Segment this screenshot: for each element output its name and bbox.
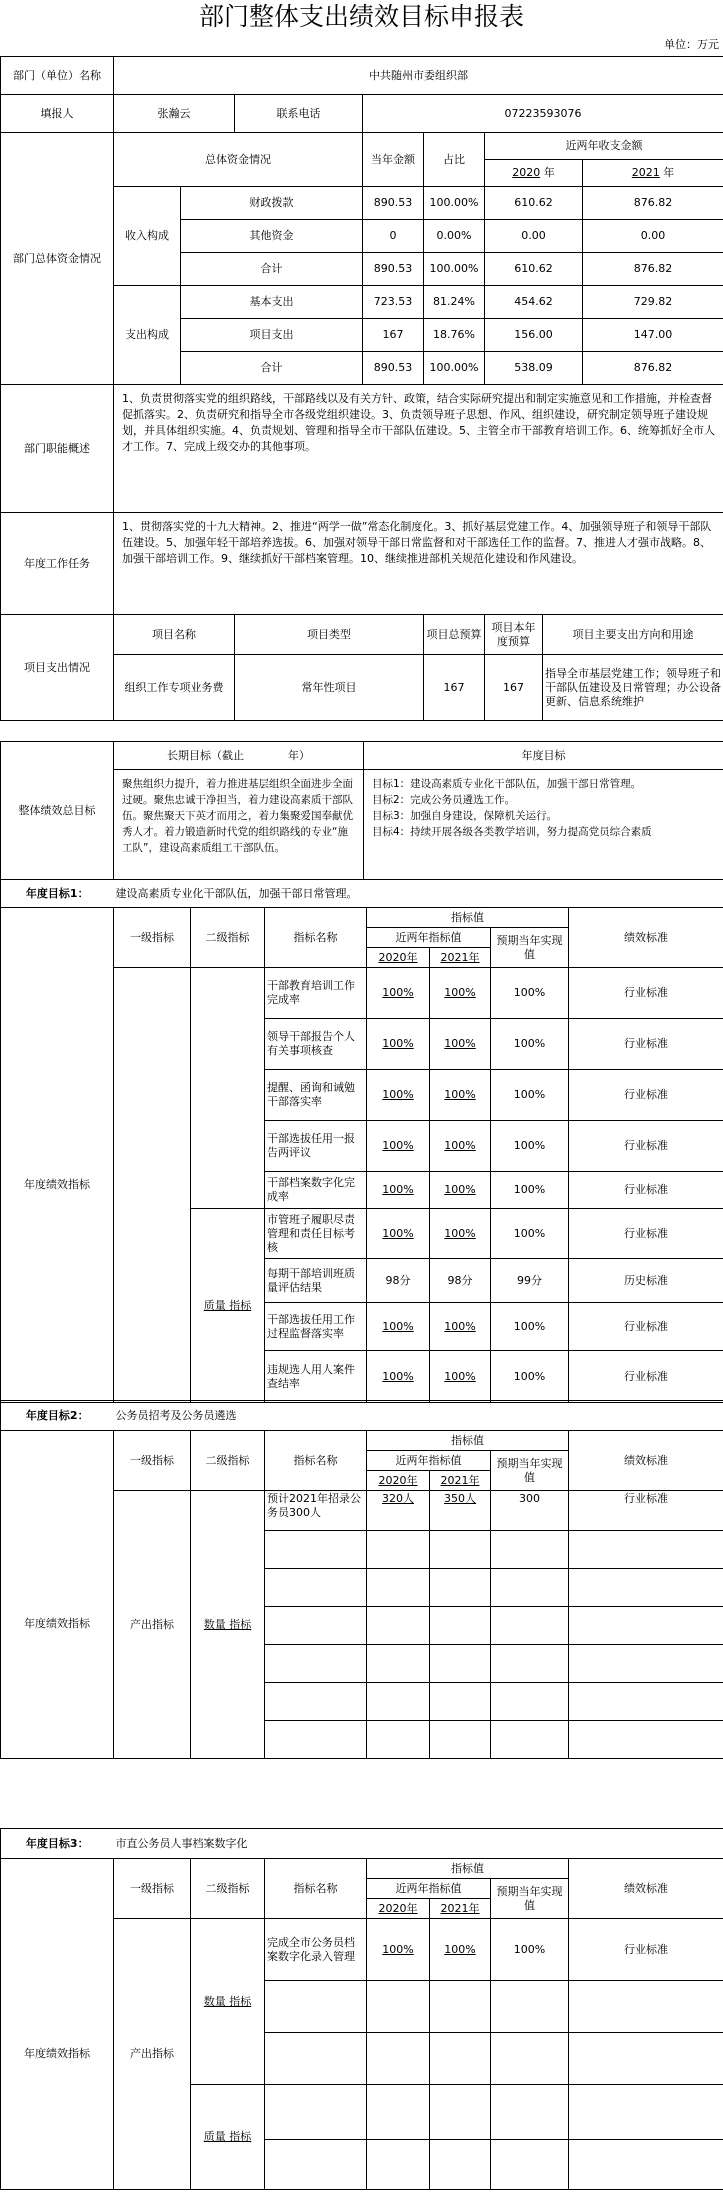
goal2-table bbox=[0, 1400, 723, 1759]
empty-cell bbox=[569, 2085, 723, 2140]
empty-cell bbox=[265, 1721, 367, 1759]
indicator-expected: 300 bbox=[491, 1491, 569, 1531]
empty-cell bbox=[430, 1981, 491, 2033]
indicator-y1: 100% bbox=[367, 1919, 430, 1981]
recent-values-header: 近两年指标值 bbox=[367, 1451, 491, 1471]
empty-cell bbox=[491, 1569, 569, 1607]
duties-label: 部门职能概述 bbox=[1, 385, 114, 513]
indicator-y2: 100% bbox=[430, 1209, 491, 1259]
indicator-value-header: 指标值 bbox=[367, 1859, 569, 1879]
second-indicator-quality: 质量 指标 bbox=[191, 2085, 265, 2190]
year2-col-header: 2021年 bbox=[430, 948, 491, 968]
indicator-standard: 行业标准 bbox=[569, 1919, 723, 1981]
year1-col-header: 2020年 bbox=[367, 1899, 430, 1919]
expense-row-name: 基本支出 bbox=[181, 286, 363, 319]
empty-cell bbox=[367, 1569, 430, 1607]
empty-cell bbox=[367, 1531, 430, 1569]
indicator-y1: 320人 bbox=[367, 1491, 430, 1531]
page-title: 部门整体支出绩效目标申报表 bbox=[198, 2, 524, 31]
indicator-name-header: 指标名称 bbox=[265, 908, 367, 968]
income-row-name: 其他资金 bbox=[181, 220, 363, 253]
project-type-header: 项目类型 bbox=[235, 615, 424, 655]
project-annual: 167 bbox=[485, 655, 543, 721]
recent-values-header: 近两年指标值 bbox=[367, 928, 491, 948]
standard-header: 绩效标准 bbox=[569, 908, 723, 968]
dept-value: 中共随州市委组织部 bbox=[114, 57, 723, 95]
goal2-text: 公务员招考及公务员遴选 bbox=[114, 1401, 723, 1431]
annual-goal-list bbox=[364, 770, 723, 880]
empty-cell bbox=[569, 1569, 723, 1607]
empty-cell bbox=[430, 2085, 491, 2140]
expense-row-amount: 723.53 bbox=[363, 286, 424, 319]
funds-total-header: 总体资金情况 bbox=[114, 133, 363, 187]
phone-label: 联系电话 bbox=[235, 95, 363, 133]
funds-section-label: 部门总体资金情况 bbox=[1, 133, 114, 385]
year1-header: 2020 年 bbox=[485, 160, 583, 187]
empty-cell bbox=[569, 1683, 723, 1721]
empty-cell bbox=[367, 2140, 430, 2190]
indicator-y1: 100% bbox=[367, 1351, 430, 1403]
income-row-amount: 890.53 bbox=[363, 253, 424, 286]
expected-header: 预期当年实现值 bbox=[491, 1451, 569, 1491]
indicator-name: 干部选拔任用工作过程监督落实率 bbox=[265, 1303, 367, 1351]
ratio-header: 占比 bbox=[424, 133, 485, 187]
expense-row-y1: 454.62 bbox=[485, 286, 583, 319]
empty-cell bbox=[491, 2033, 569, 2085]
empty-cell bbox=[367, 1683, 430, 1721]
empty-cell bbox=[265, 1981, 367, 2033]
annual-goal-header: 年度目标 bbox=[364, 742, 723, 770]
goal3-blank bbox=[1, 1859, 114, 1919]
empty-cell bbox=[491, 1607, 569, 1645]
indicator-expected: 100% bbox=[491, 1351, 569, 1403]
goal1-label: 年度目标1： bbox=[1, 880, 114, 908]
annual-indicator-label: 年度绩效指标 bbox=[1, 968, 114, 1403]
first-indicator-header: 一级指标 bbox=[114, 1859, 191, 1919]
first-indicator-output: 产出指标 bbox=[114, 1919, 191, 2190]
project-type: 常年性项目 bbox=[235, 655, 424, 721]
annual-goal-line: 目标3：加强自身建设，保障机关运行。 bbox=[372, 810, 558, 822]
dept-label: 部门（单位）名称 bbox=[1, 57, 114, 95]
annual-goal-line: 目标1：建设高素质专业化干部队伍，加强干部日常管理。 bbox=[372, 778, 642, 790]
empty-cell bbox=[265, 1607, 367, 1645]
indicator-y2: 100% bbox=[430, 1919, 491, 1981]
first-indicator-header: 一级指标 bbox=[114, 1431, 191, 1491]
income-label: 收入构成 bbox=[114, 187, 181, 286]
income-row-ratio: 100.00% bbox=[424, 253, 485, 286]
recent-values-header: 近两年指标值 bbox=[367, 1879, 491, 1899]
recent-header: 近两年收支金额 bbox=[485, 133, 723, 160]
indicator-y2: 100% bbox=[430, 1303, 491, 1351]
empty-cell bbox=[569, 2140, 723, 2190]
indicator-name-header: 指标名称 bbox=[265, 1859, 367, 1919]
income-row-y2: 0.00 bbox=[583, 220, 723, 253]
indicator-expected: 99分 bbox=[491, 1259, 569, 1303]
indicator-name: 预计2021年招录公务员300人 bbox=[265, 1491, 367, 1531]
empty-cell bbox=[491, 1683, 569, 1721]
empty-cell bbox=[491, 2085, 569, 2140]
first-indicator-cell bbox=[114, 968, 191, 1403]
expense-row-y2: 729.82 bbox=[583, 286, 723, 319]
goal1-blank bbox=[1, 908, 114, 968]
funds-table bbox=[0, 56, 723, 721]
standard-header: 绩效标准 bbox=[569, 1431, 723, 1491]
indicator-y1: 100% bbox=[367, 1303, 430, 1351]
filler-label: 填报人 bbox=[1, 95, 114, 133]
second-indicator-quality: 质量 指标 bbox=[191, 1209, 265, 1403]
empty-cell bbox=[265, 2085, 367, 2140]
annual-goal-line: 目标2：完成公务员遴选工作。 bbox=[372, 794, 516, 806]
indicator-y2: 100% bbox=[430, 1019, 491, 1070]
indicator-expected: 100% bbox=[491, 1303, 569, 1351]
indicator-y1: 100% bbox=[367, 1209, 430, 1259]
indicator-y2: 100% bbox=[430, 968, 491, 1019]
expense-row-y1: 538.09 bbox=[485, 352, 583, 385]
empty-cell bbox=[367, 1645, 430, 1683]
year2-header: 2021 年 bbox=[583, 160, 723, 187]
expense-row-amount: 167 bbox=[363, 319, 424, 352]
indicator-y2: 100% bbox=[430, 1351, 491, 1403]
second-indicator-header: 二级指标 bbox=[191, 1859, 265, 1919]
first-indicator-output: 产出指标 bbox=[114, 1491, 191, 1759]
second-indicator-header: 二级指标 bbox=[191, 1431, 265, 1491]
empty-cell bbox=[430, 1721, 491, 1759]
expense-row-y1: 156.00 bbox=[485, 319, 583, 352]
income-row-y1: 610.62 bbox=[485, 187, 583, 220]
overall-label: 整体绩效总目标 bbox=[1, 742, 114, 880]
indicator-standard: 行业标准 bbox=[569, 1491, 723, 1531]
goal1-table bbox=[0, 879, 723, 1403]
indicator-y1: 100% bbox=[367, 1121, 430, 1172]
standard-header: 绩效标准 bbox=[569, 1859, 723, 1919]
empty-cell bbox=[430, 1683, 491, 1721]
empty-cell bbox=[569, 1607, 723, 1645]
indicator-y1: 100% bbox=[367, 1172, 430, 1209]
overall-goal-table bbox=[0, 741, 723, 880]
empty-cell bbox=[265, 1569, 367, 1607]
empty-cell bbox=[430, 1645, 491, 1683]
indicator-y1: 98分 bbox=[367, 1259, 430, 1303]
first-indicator-header: 一级指标 bbox=[114, 908, 191, 968]
expected-header: 预期当年实现值 bbox=[491, 928, 569, 968]
second-indicator-quantity: 数量 指标 bbox=[191, 1919, 265, 2085]
indicator-y1: 100% bbox=[367, 1019, 430, 1070]
income-row-y1: 610.62 bbox=[485, 253, 583, 286]
empty-cell bbox=[265, 1683, 367, 1721]
income-row-y1: 0.00 bbox=[485, 220, 583, 253]
goal3-text: 市直公务员人事档案数字化 bbox=[114, 1829, 723, 1859]
expected-header: 预期当年实现值 bbox=[491, 1879, 569, 1919]
indicator-value-header: 指标值 bbox=[367, 908, 569, 928]
expense-row-y2: 876.82 bbox=[583, 352, 723, 385]
project-name: 组织工作专项业务费 bbox=[114, 655, 235, 721]
project-use: 指导全市基层党建工作；领导班子和干部队伍建设及日常管理；办公设备更新、信息系统维护 bbox=[543, 655, 723, 721]
income-row-ratio: 100.00% bbox=[424, 187, 485, 220]
indicator-standard: 行业标准 bbox=[569, 1351, 723, 1403]
project-use-header: 项目主要支出方向和用途 bbox=[543, 615, 723, 655]
indicator-y1: 100% bbox=[367, 1070, 430, 1121]
empty-cell bbox=[430, 2033, 491, 2085]
project-total: 167 bbox=[424, 655, 485, 721]
expense-row-name: 项目支出 bbox=[181, 319, 363, 352]
project-annual-header: 项目本年度预算 bbox=[485, 615, 543, 655]
indicator-expected: 100% bbox=[491, 968, 569, 1019]
goal1-text: 建设高素质专业化干部队伍，加强干部日常管理。 bbox=[114, 880, 723, 908]
expense-row-y2: 147.00 bbox=[583, 319, 723, 352]
indicator-expected: 100% bbox=[491, 1121, 569, 1172]
empty-cell bbox=[367, 1607, 430, 1645]
year1-col-header: 2020年 bbox=[367, 1471, 430, 1491]
empty-cell bbox=[265, 1645, 367, 1683]
empty-cell bbox=[430, 1569, 491, 1607]
empty-cell bbox=[491, 1645, 569, 1683]
indicator-expected: 100% bbox=[491, 1172, 569, 1209]
indicator-expected: 100% bbox=[491, 1019, 569, 1070]
empty-cell bbox=[430, 1607, 491, 1645]
year2-col-header: 2021年 bbox=[430, 1899, 491, 1919]
tasks-label: 年度工作任务 bbox=[1, 513, 114, 615]
annual-goal-line: 目标4：持续开展各级各类教学培训，努力提高党员综合素质 bbox=[372, 826, 652, 838]
income-row-y2: 876.82 bbox=[583, 253, 723, 286]
tasks-text: 1、贯彻落实党的十九大精神。2、推进“两学一做”常态化制度化。3、抓好基层党建工作。4、加强领导班子和领导干部队伍建设。5、加强年轻干部培养选拔。6、加强对领导干部日常监督和对干部选任工作的监督。7、推进人才强市战略。8、加强干部培训工作。9、继续抓好干部档案管理。10、继续推进部机关规范化建设和作风建设。 bbox=[114, 513, 723, 615]
income-row-y2: 876.82 bbox=[583, 187, 723, 220]
goal3-label: 年度目标3： bbox=[1, 1829, 114, 1859]
empty-cell bbox=[367, 1981, 430, 2033]
second-indicator-header: 二级指标 bbox=[191, 908, 265, 968]
project-total-header: 项目总预算 bbox=[424, 615, 485, 655]
indicator-standard: 行业标准 bbox=[569, 1070, 723, 1121]
empty-cell bbox=[569, 1721, 723, 1759]
indicator-name: 市管班子履职尽责管理和责任目标考核 bbox=[265, 1209, 367, 1259]
income-row-amount: 0 bbox=[363, 220, 424, 253]
indicator-name: 干部档案数字化完成率 bbox=[265, 1172, 367, 1209]
indicator-name-header: 指标名称 bbox=[265, 1431, 367, 1491]
indicator-expected: 100% bbox=[491, 1919, 569, 1981]
empty-cell bbox=[569, 1981, 723, 2033]
second-indicator-blank bbox=[191, 968, 265, 1209]
annual-indicator-label: 年度绩效指标 bbox=[1, 1919, 114, 2190]
indicator-y2: 100% bbox=[430, 1121, 491, 1172]
indicator-y2: 100% bbox=[430, 1070, 491, 1121]
empty-cell bbox=[491, 2140, 569, 2190]
indicator-name: 领导干部报告个人有关事项核查 bbox=[265, 1019, 367, 1070]
empty-cell bbox=[491, 1531, 569, 1569]
project-name-header: 项目名称 bbox=[114, 615, 235, 655]
duties-text: 1、负责贯彻落实党的组织路线，干部路线以及有关方针、政策，结合实际研究提出和制定实施意见和工作措施，并检查督促抓落实。2、负责研究和指导全市各级党组织建设。3、负责领导班子思想、作风、组织建设，研究制定领导班子建设规划，并具体组织实施。4、负责规划、管理和指导全市干部队伍建设。5、主管全市干部教育培训工作。6、统筹抓好全市人才工作。7、完成上级交办的其他事项。 bbox=[114, 385, 723, 513]
empty-cell bbox=[491, 1721, 569, 1759]
empty-cell bbox=[265, 1531, 367, 1569]
expense-row-name: 合计 bbox=[181, 352, 363, 385]
year1-col-header: 2020年 bbox=[367, 948, 430, 968]
unit-label: 单位：万元 bbox=[664, 38, 719, 51]
long-term-text: 聚焦组织力提升，着力推进基层组织全面进步全面过硬。聚焦忠诚干净担当，着力建设高素质干部队伍。聚焦聚天下英才而用之，着力集聚爱国奉献优秀人才。着力锻造新时代党的组织路线的专业“施工队”，建设高素质组工干部队伍。 bbox=[114, 770, 364, 880]
indicator-value-header: 指标值 bbox=[367, 1431, 569, 1451]
indicator-name: 干部教育培训工作完成率 bbox=[265, 968, 367, 1019]
filler-value: 张瀚云 bbox=[114, 95, 235, 133]
current-amount-header: 当年金额 bbox=[363, 133, 424, 187]
indicator-standard: 行业标准 bbox=[569, 968, 723, 1019]
indicator-y1: 100% bbox=[367, 968, 430, 1019]
long-term-header: 长期目标（截止 年） bbox=[114, 742, 364, 770]
income-row-name: 合计 bbox=[181, 253, 363, 286]
empty-cell bbox=[265, 2033, 367, 2085]
indicator-name: 违规选人用人案件查结率 bbox=[265, 1351, 367, 1403]
indicator-expected: 100% bbox=[491, 1070, 569, 1121]
phone-value: 07223593076 bbox=[363, 95, 723, 133]
empty-cell bbox=[367, 1721, 430, 1759]
indicator-y2: 100% bbox=[430, 1172, 491, 1209]
indicator-name: 提醒、函询和诫勉干部落实率 bbox=[265, 1070, 367, 1121]
empty-cell bbox=[569, 1645, 723, 1683]
indicator-standard: 历史标准 bbox=[569, 1259, 723, 1303]
indicator-standard: 行业标准 bbox=[569, 1019, 723, 1070]
income-row-ratio: 0.00% bbox=[424, 220, 485, 253]
annual-indicator-label: 年度绩效指标 bbox=[1, 1491, 114, 1759]
empty-cell bbox=[569, 1531, 723, 1569]
indicator-y2: 98分 bbox=[430, 1259, 491, 1303]
empty-cell bbox=[265, 2140, 367, 2190]
empty-cell bbox=[430, 1531, 491, 1569]
indicator-name: 每期干部培训班质量评估结果 bbox=[265, 1259, 367, 1303]
goal3-table bbox=[0, 1828, 723, 2190]
indicator-y2: 350人 bbox=[430, 1491, 491, 1531]
expense-row-ratio: 18.76% bbox=[424, 319, 485, 352]
expense-row-amount: 890.53 bbox=[363, 352, 424, 385]
expense-row-ratio: 81.24% bbox=[424, 286, 485, 319]
empty-cell bbox=[491, 1981, 569, 2033]
projects-label: 项目支出情况 bbox=[1, 615, 114, 721]
empty-cell bbox=[367, 2033, 430, 2085]
indicator-standard: 行业标准 bbox=[569, 1121, 723, 1172]
goal2-label: 年度目标2： bbox=[1, 1401, 114, 1431]
year2-col-header: 2021年 bbox=[430, 1471, 491, 1491]
indicator-name: 干部选拔任用一报告两评议 bbox=[265, 1121, 367, 1172]
indicator-name: 完成全市公务员档案数字化录入管理 bbox=[265, 1919, 367, 1981]
empty-cell bbox=[367, 2085, 430, 2140]
income-row-amount: 890.53 bbox=[363, 187, 424, 220]
indicator-standard: 行业标准 bbox=[569, 1209, 723, 1259]
indicator-standard: 行业标准 bbox=[569, 1303, 723, 1351]
empty-cell bbox=[569, 2033, 723, 2085]
second-indicator-quantity: 数量 指标 bbox=[191, 1491, 265, 1759]
empty-cell bbox=[430, 2140, 491, 2190]
indicator-standard: 行业标准 bbox=[569, 1172, 723, 1209]
indicator-expected: 100% bbox=[491, 1209, 569, 1259]
expense-label: 支出构成 bbox=[114, 286, 181, 385]
goal2-blank bbox=[1, 1431, 114, 1491]
expense-row-ratio: 100.00% bbox=[424, 352, 485, 385]
income-row-name: 财政拨款 bbox=[181, 187, 363, 220]
